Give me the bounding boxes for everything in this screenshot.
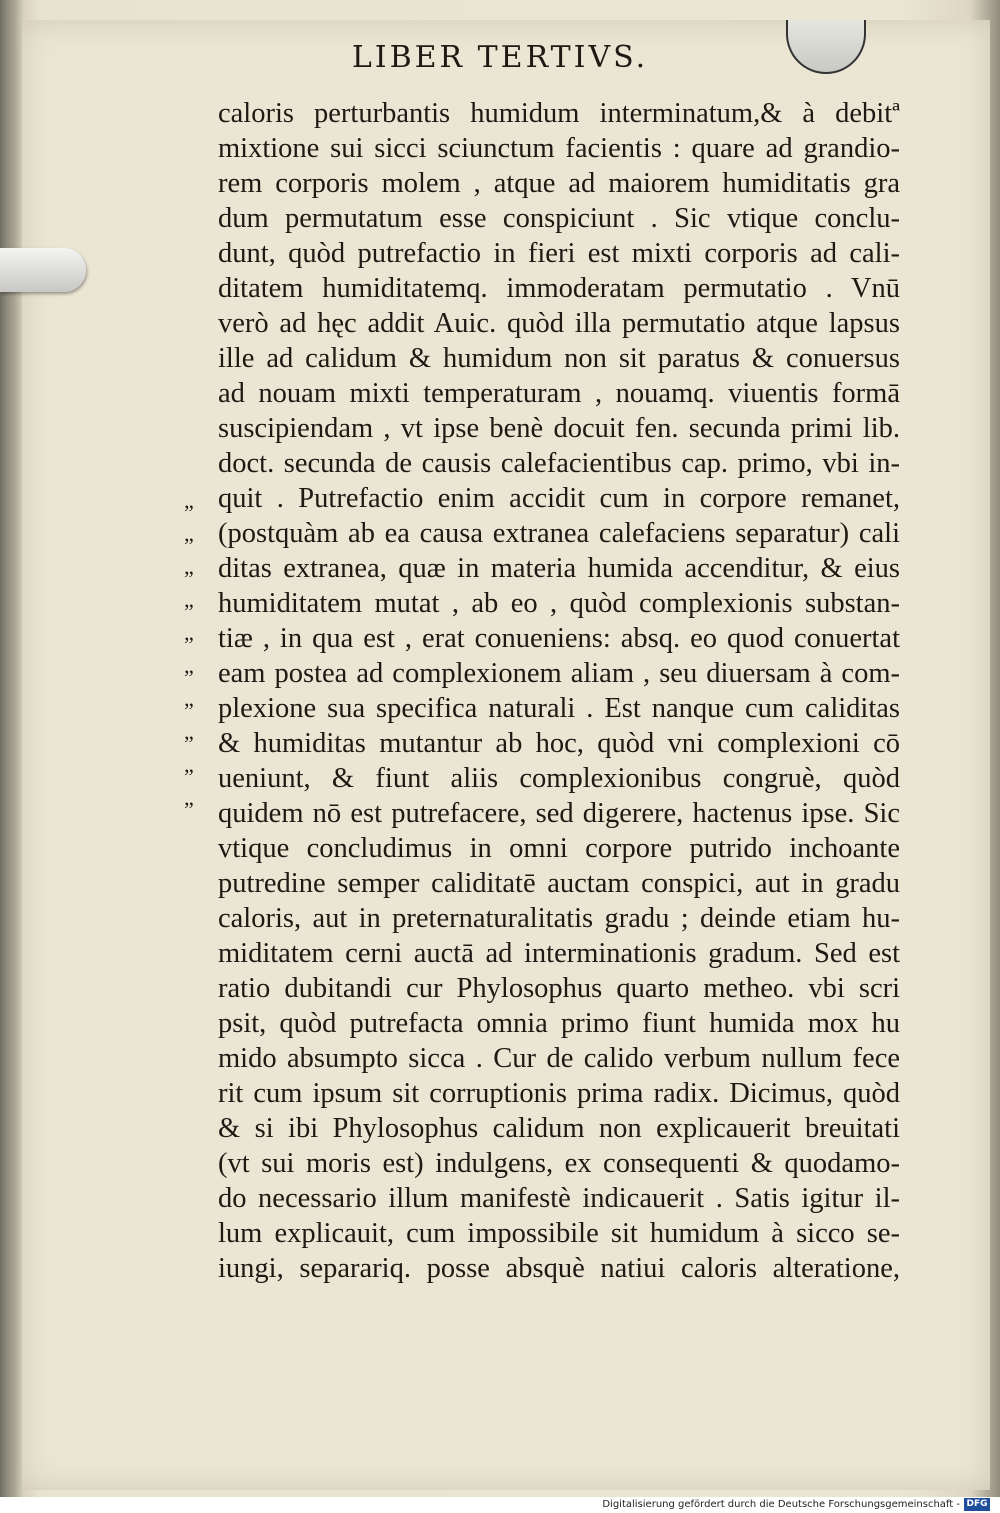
- text-line: caloris, aut in preternaturalitatis gradu ; deinde etiam hu-: [218, 903, 900, 934]
- quote-mark: ”: [184, 632, 194, 657]
- text-line: dunt, quòd putrefactio in fieri est mixti corporis ad cali-: [218, 238, 900, 269]
- text-line: psit, quòd putrefacta omnia primo fiunt humida mox hu: [218, 1008, 900, 1039]
- text-line: putredine semper caliditatē auctam conspici, aut in gradu: [218, 868, 900, 899]
- running-head: LIBER TERTIVS.: [351, 40, 649, 75]
- footer-bar: [0, 1497, 1000, 1513]
- quotation-marks-column: [184, 496, 214, 826]
- quote-mark: ”: [184, 665, 194, 690]
- text-line: & humiditas mutantur ab hoc, quòd vni complexioni cō: [218, 728, 900, 759]
- text-line: quit . Putrefactio enim accidit cum in corpore remanet,: [218, 483, 900, 514]
- bookmark-tab-left: [0, 248, 86, 292]
- quote-mark: ”: [184, 731, 194, 756]
- text-line: ditatem humiditatemq. immoderatam permutatio . Vnū: [218, 273, 900, 304]
- text-line: ad nouam mixti temperaturam , nouamq. viuentis formā: [218, 378, 900, 409]
- text-line: rit cum ipsum sit corruptionis prima radix. Dicimus, quòd: [218, 1078, 900, 1109]
- text-line: ueniunt, & fiunt aliis complexionibus congruè, quòd: [218, 763, 900, 794]
- text-line: ditas extranea, quæ in materia humida accenditur, & eius: [218, 553, 900, 584]
- dfg-logo: DFG: [964, 1498, 990, 1511]
- text-line: do necessario illum manifestè indicauerit . Satis igitur il-: [218, 1183, 900, 1214]
- text-line: tiæ , in qua est , erat conueniens: absq. eo quod conuertat: [218, 623, 900, 654]
- text-line: quidem nō est putrefacere, sed digerere, hactenus ipse. Sic: [218, 798, 900, 829]
- quote-mark: ”: [184, 797, 194, 822]
- text-line: (postquàm ab ea causa extranea calefaciens separatur) cali: [218, 518, 900, 549]
- text-line: humiditatem mutat , ab eo , quòd complexionis substan-: [218, 588, 900, 619]
- quote-mark: ”: [184, 533, 194, 558]
- text-line: miditatem cerni auctā ad interminationis gradum. Sed est: [218, 938, 900, 969]
- text-line: dum permutatum esse conspiciunt . Sic vtique conclu-: [218, 203, 900, 234]
- text-line: caloris perturbantis humidum interminatum,& à debitª: [218, 98, 900, 129]
- quote-mark: ”: [184, 599, 194, 624]
- text-line: suscipiendam , vt ipse benè docuit fen. secunda primi lib.: [218, 413, 900, 444]
- quote-mark: ”: [184, 698, 194, 723]
- text-line: verò ad hęc addit Auic. quòd illa permutatio atque lapsus: [218, 308, 900, 339]
- quote-mark: ”: [184, 566, 194, 591]
- text-line: iungi, separariq. posse absquè natiui caloris alteratione,: [218, 1253, 900, 1284]
- quote-mark: ”: [184, 764, 194, 789]
- text-line: vtique concludimus in omni corpore putrido inchoante: [218, 833, 900, 864]
- text-line: & si ibi Phylosophus calidum non explicauerit breuitati: [218, 1113, 900, 1144]
- text-line: mido absumpto sicca . Cur de calido verbum nullum fece: [218, 1043, 900, 1074]
- text-line: plexione sua specifica naturali . Est nanque cum caliditas: [218, 693, 900, 724]
- footer-credit: Digitalisierung gefördert durch die Deutsche Forschungsgemeinschaft -: [602, 1499, 960, 1510]
- text-line: eam postea ad complexionem aliam , seu diuersam à com-: [218, 658, 900, 689]
- text-line: ille ad calidum & humidum non sit paratus & conuersus: [218, 343, 900, 374]
- quote-mark: ”: [184, 500, 194, 525]
- text-line: lum explicauit, cum impossibile sit humidum à sicco se-: [218, 1218, 900, 1249]
- text-line: doct. secunda de causis calefacientibus cap. primo, vbi in-: [218, 448, 900, 479]
- text-line: mixtione sui sicci sciunctum facientis : quare ad grandio-: [218, 133, 900, 164]
- text-line: rem corporis molem , atque ad maiorem humiditatis gra: [218, 168, 900, 199]
- text-line: (vt sui moris est) indulgens, ex consequenti & quodamo-: [218, 1148, 900, 1179]
- text-line: ratio dubitandi cur Phylosophus quarto metheo. vbi scri: [218, 973, 900, 1004]
- body-text: [218, 96, 900, 1286]
